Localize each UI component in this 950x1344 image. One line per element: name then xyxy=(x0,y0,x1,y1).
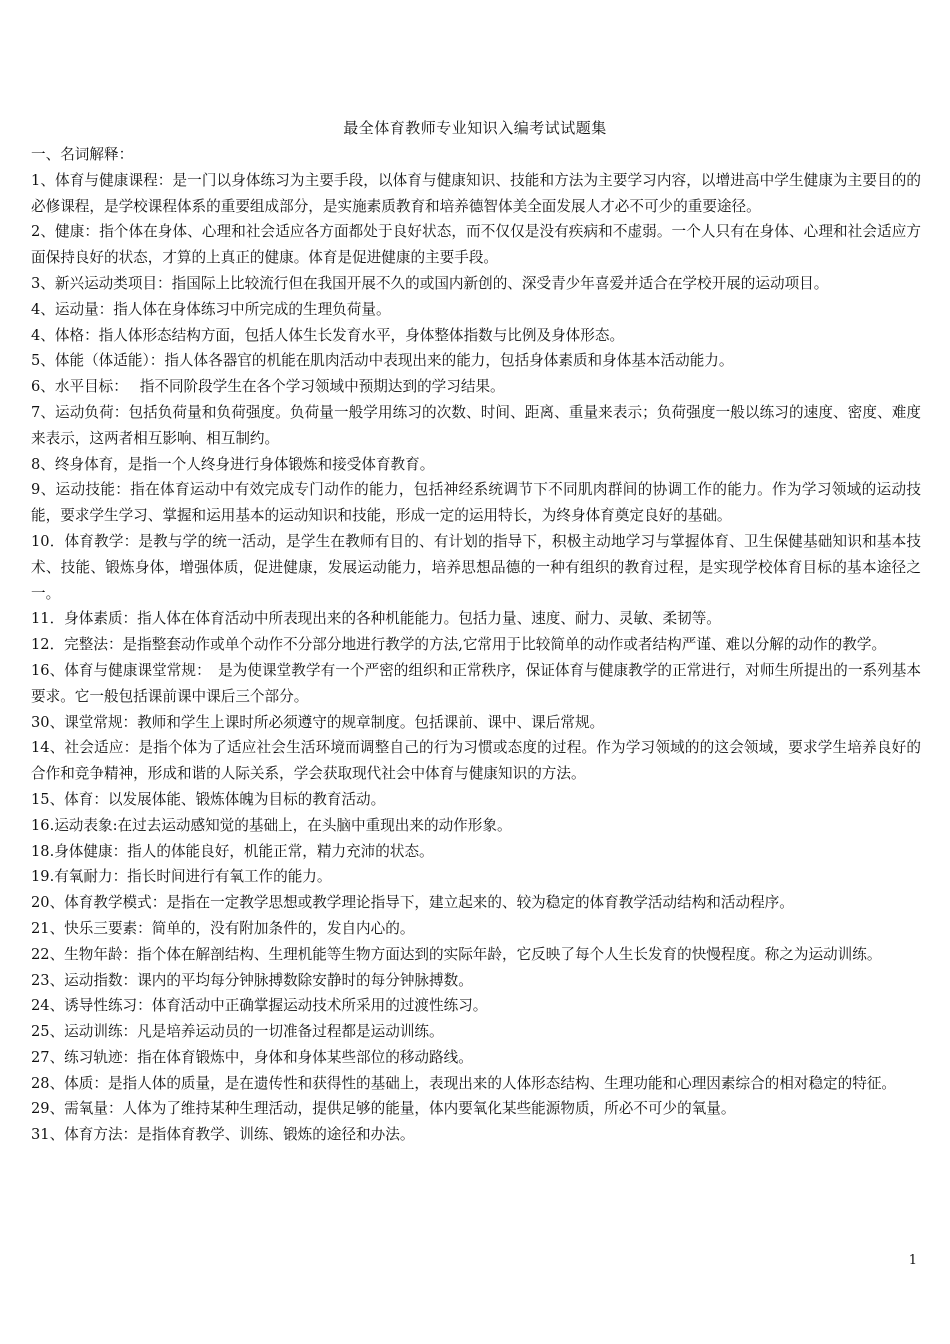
definition-paragraph: 8、终身体育，是指一个人终身进行身体锻炼和接受体育教育。 xyxy=(31,455,435,473)
definition-paragraph: 5、体能（体适能）：指人体各器官的机能在肌肉活动中表现出来的能力，包括身体素质和身体基本活动能力。 xyxy=(31,352,734,370)
document-body xyxy=(31,142,921,1148)
definition-paragraph: 25、运动训练：凡是培养运动员的一切准备过程都是运动训练。 xyxy=(31,1023,444,1041)
definition-paragraph: 24、诱导性练习：体育活动中正确掌握运动技术所采用的过渡性练习。 xyxy=(31,997,488,1015)
definition-paragraph: 3、新兴运动类项目：指国际上比较流行但在我国开展不久的或国内新创的、深受青少年喜爱并适合在学校开展的运动项目。 xyxy=(31,274,829,292)
definition-paragraph: 20、体育教学模式：是指在一定教学思想或教学理论指导下，建立起来的、较为稳定的体育教学活动结构和活动程序。 xyxy=(31,894,794,912)
definition-paragraph: 27、练习轨迹：指在体育锻炼中，身体和身体某些部位的移动路线。 xyxy=(31,1048,473,1066)
definition-paragraph: 11．身体素质：指人体在体育活动中所表现出来的各种机能能力。包括力量、速度、耐力、灵敏、柔韧等。 xyxy=(31,610,721,628)
definition-paragraph: 22、生物年龄：指个体在解剖结构、生理机能等生物方面达到的实际年龄，它反映了每个人生长发育的快慢程度。称之为运动训练。 xyxy=(31,945,882,963)
definition-paragraph: 15、体育：以发展体能、锻炼体魄为目标的教育活动。 xyxy=(31,790,386,808)
definition-paragraph: 30、课堂常规：教师和学生上课时所必须遵守的规章制度。包括课前、课中、课后常规。 xyxy=(31,713,605,731)
definition-paragraph: 4、体格：指人体形态结构方面，包括人体生长发育水平，身体整体指数与比例及身体形态。 xyxy=(31,326,625,344)
definition-paragraph: 2、健康：指个体在身体、心理和社会适应各方面都处于良好状态，而不仅仅是没有疾病和不虚弱。一个人只有在身体、心理和社会适应方面保持良好的状态，才算的上真正的健康。体育是促进健康的主要手段。 xyxy=(31,223,921,267)
definition-paragraph: 4、运动量：指人体在身体练习中所完成的生理负荷量。 xyxy=(31,300,391,318)
definition-paragraph: 19.有氧耐力：指长时间进行有氧工作的能力。 xyxy=(31,868,332,886)
definition-paragraph: 14、社会适应：是指个体为了适应社会生活环境而调整自己的行为习惯或态度的过程。作为学习领域的的这会领域，要求学生培养良好的合作和竞争精神，形成和谐的人际关系，学会获取现代社会中体育与健康知识的方法。 xyxy=(31,739,921,783)
definition-paragraph: 21、快乐三要素：简单的，没有附加条件的，发自内心的。 xyxy=(31,919,415,937)
definition-paragraph: 7、运动负荷：包括负荷量和负荷强度。负荷量一般学用练习的次数、时间、距离、重量来表示；负荷强度一般以练习的速度、密度、难度来表示，这两者相互影响、相互制约。 xyxy=(31,403,921,447)
definition-paragraph: 23、运动指数：课内的平均每分钟脉搏数除安静时的每分钟脉搏数。 xyxy=(31,971,473,989)
document-title: 最全体育教师专业知识入编考试试题集 xyxy=(343,119,607,137)
section-heading: 一、名词解释： xyxy=(31,146,134,163)
definition-paragraph: 18.身体健康：指人的体能良好，机能正常，精力充沛的状态。 xyxy=(31,842,434,860)
definition-paragraph: 29、需氧量：人体为了维持某种生理活动，提供足够的能量，体内要氧化某些能源物质，所必不可少的氧量。 xyxy=(31,1100,736,1118)
page-number: 1 xyxy=(908,1253,917,1268)
definition-paragraph: 6、水平目标： 指不同阶段学生在各个学习领域中预期达到的学习结果。 xyxy=(31,378,505,396)
definition-paragraph: 10．体育教学：是教与学的统一活动，是学生在教师有目的、有计划的指导下，积极主动地学习与掌握体育、卫生保健基础知识和基本技术、技能、锻炼身体，增强体质，促进健康，发展运动能力，培养思想品德的一种有组织的教育过程，是实现学校体育目标的基本途径之一。 xyxy=(31,532,921,602)
definition-paragraph: 12．完整法：是指整套动作或单个动作不分部分地进行教学的方法,它常用于比较简单的动作或者结构严谨、难以分解的动作的教学。 xyxy=(31,636,887,654)
definition-paragraph: 28、体质：是指人体的质量，是在遗传性和获得性的基础上，表现出来的人体形态结构、生理功能和心理因素综合的相对稳定的特征。 xyxy=(31,1074,897,1092)
definition-paragraph: 16、体育与健康课堂常规： 是为使课堂教学有一个严密的组织和正常秩序，保证体育与健康教学的正常进行，对师生所提出的一系列基本要求。它一般包括课前课中课后三个部分。 xyxy=(31,661,921,705)
definition-paragraph: 31、体育方法：是指体育教学、训练、锻炼的途径和办法。 xyxy=(31,1126,415,1144)
definition-paragraph: 1、体育与健康课程：是一门以身体练习为主要手段，以体育与健康知识、技能和方法为主要学习内容，以增进高中学生健康为主要目的的必修课程，是学校课程体系的重要组成部分，是实施素质教育和培养德智体美全面发展人才必不可少的重要途径。 xyxy=(31,171,921,215)
definition-paragraph: 9、运动技能：指在体育运动中有效完成专门动作的能力，包括神经系统调节下不同肌肉群间的协调工作的能力。作为学习领域的运动技能，要求学生学习、掌握和运用基本的运动知识和技能，形成一定的运用特长，为终身体育奠定良好的基础。 xyxy=(31,481,921,525)
definition-paragraph: 16.运动表象:在过去运动感知觉的基础上，在头脑中重现出来的动作形象。 xyxy=(31,816,512,834)
